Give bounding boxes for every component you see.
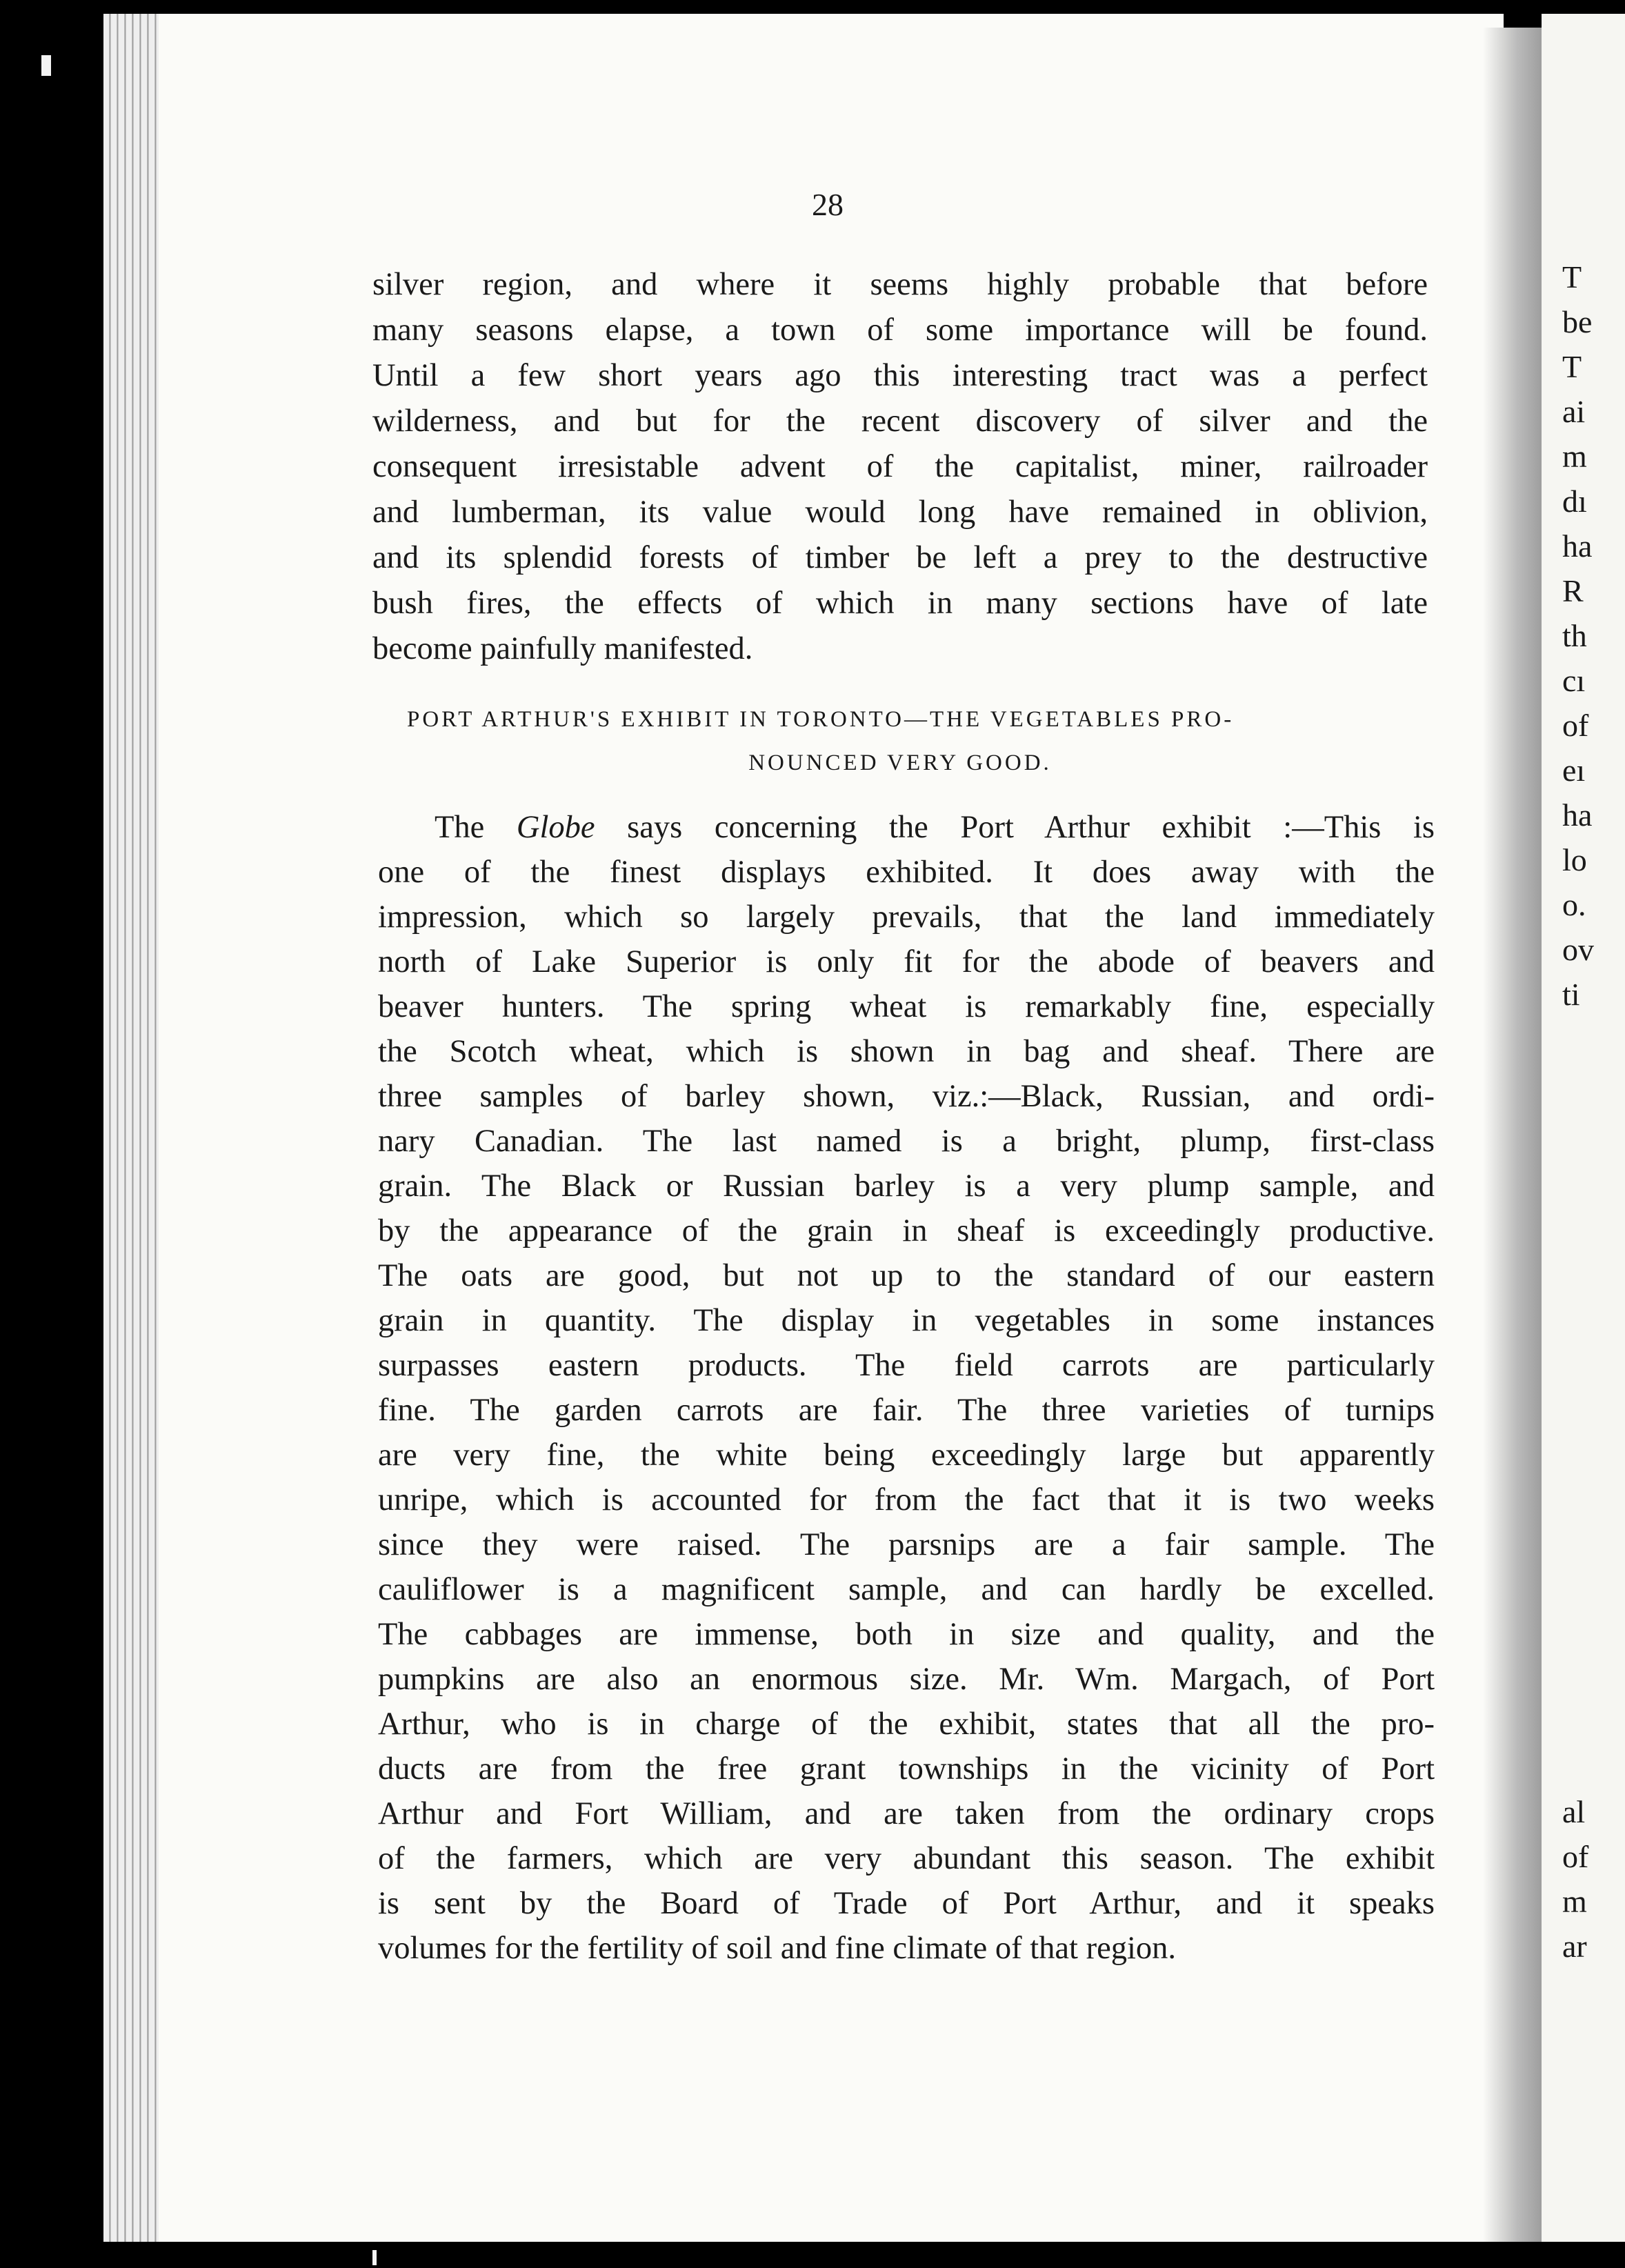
text-line: many seasons elapse, a town of some importance will be found.: [372, 315, 1428, 347]
text-line: of the farmers, which are very abundant this season. The exhibit: [378, 1843, 1435, 1876]
heading-line: PORT ARTHUR'S EXHIBIT IN TORONTO—THE VEGETABLES PRO-: [407, 707, 1235, 732]
text-line: is sent by the Board of Trade of Port Arthur, and it speaks: [378, 1888, 1435, 1920]
text-line: and its splendid forests of timber be left a prey to the destructive: [372, 542, 1428, 575]
text-line: pumpkins are also an enormous size. Mr. Wm. Margach, of Port: [378, 1664, 1435, 1696]
next-page-text: eı: [1562, 753, 1586, 788]
text-run: says concerning the Port Arthur exhibit :—This is: [595, 812, 1435, 844]
text-line: cauliflower is a magnificent sample, and can hardly be excelled.: [378, 1574, 1435, 1606]
next-page-fragment: [1542, 14, 1625, 2242]
text-line: north of Lake Superior is only fit for the abode of beavers and: [378, 946, 1435, 979]
text-line: bush fires, the effects of which in many sections have of late: [372, 588, 1428, 620]
next-page-text: o.: [1562, 887, 1586, 922]
text-line: become painfully manifested.: [372, 633, 753, 666]
text-line: fine. The garden carrots are fair. The three varieties of turnips: [378, 1395, 1435, 1427]
next-page-text: dı: [1562, 484, 1587, 519]
text-line: ducts are from the free grant townships in the vicinity of Port: [378, 1753, 1435, 1786]
text-line-first: [435, 812, 1435, 844]
text-line: the Scotch wheat, which is shown in bag and sheaf. There are: [378, 1036, 1435, 1068]
text-line: impression, which so largely prevails, that the land immediately: [378, 902, 1435, 934]
text-line: The oats are good, but not up to the standard of our eastern: [378, 1260, 1435, 1293]
next-page-text: ha: [1562, 797, 1593, 833]
text-line: surpasses eastern products. The field carrots are particularly: [378, 1350, 1435, 1382]
scan-speck: [372, 2250, 377, 2265]
text-line: volumes for the fertility of soil and fine climate of that region.: [378, 1933, 1177, 1965]
text-line: The cabbages are immense, both in size and quality, and the: [378, 1619, 1435, 1651]
heading-line: NOUNCED VERY GOOD.: [748, 750, 1052, 775]
newspaper-title: Globe: [516, 812, 595, 844]
text-run: The: [435, 812, 517, 844]
next-page-text: cı: [1562, 663, 1586, 698]
next-page-text: be: [1562, 304, 1593, 339]
page-number: 28: [812, 187, 844, 222]
text-line: nary Canadian. The last named is a bright, plump, first-class: [378, 1126, 1435, 1158]
text-line: wilderness, and but for the recent discovery of silver and the: [372, 406, 1428, 438]
text-line: unripe, which is accounted for from the fact that it is two weeks: [378, 1484, 1435, 1517]
next-page-text: T: [1562, 259, 1582, 295]
next-page-text: ai: [1562, 394, 1586, 429]
next-page-text: ar: [1562, 1929, 1587, 1964]
next-page-text: ov: [1562, 932, 1594, 967]
text-line: are very fine, the white being exceedingly large but apparently: [378, 1440, 1435, 1472]
text-line: Arthur and Fort William, and are taken from the ordinary crops: [378, 1798, 1435, 1831]
scan-speck: [41, 55, 51, 76]
next-page-text: th: [1562, 618, 1587, 653]
text-line: three samples of barley shown, viz.:—Black, Russian, and ordi-: [378, 1081, 1435, 1113]
page-edges: [103, 14, 166, 2242]
text-line: silver region, and where it seems highly probable that before: [372, 269, 1428, 301]
next-page-text: m: [1562, 1884, 1587, 1919]
text-line: and lumberman, its value would long have remained in oblivion,: [372, 497, 1428, 529]
next-page-text: al: [1562, 1794, 1586, 1829]
text-line: consequent irresistable advent of the capitalist, miner, railroader: [372, 451, 1428, 484]
next-page-text: m: [1562, 439, 1587, 474]
text-line: grain in quantity. The display in vegetables in some instances: [378, 1305, 1435, 1337]
next-page-text: ha: [1562, 528, 1593, 564]
text-line: Arthur, who is in charge of the exhibit, states that all the pro-: [378, 1709, 1435, 1741]
next-page-text: ti: [1562, 977, 1580, 1012]
text-line: one of the finest displays exhibited. It does away with the: [378, 857, 1435, 889]
next-page-text: of: [1562, 1839, 1589, 1874]
next-page-text: lo: [1562, 842, 1587, 877]
page-gutter-shadow: [1483, 28, 1545, 2242]
text-line: since they were raised. The parsnips are a fair sample. The: [378, 1529, 1435, 1562]
text-line: beaver hunters. The spring wheat is remarkably fine, especially: [378, 991, 1435, 1024]
next-page-text: T: [1562, 349, 1582, 384]
next-page-text: R: [1562, 573, 1584, 608]
text-line: Until a few short years ago this interesting tract was a perfect: [372, 360, 1428, 392]
next-page-text: of: [1562, 708, 1589, 743]
text-line: by the appearance of the grain in sheaf is exceedingly productive.: [378, 1215, 1435, 1248]
text-line: grain. The Black or Russian barley is a very plump sample, and: [378, 1171, 1435, 1203]
